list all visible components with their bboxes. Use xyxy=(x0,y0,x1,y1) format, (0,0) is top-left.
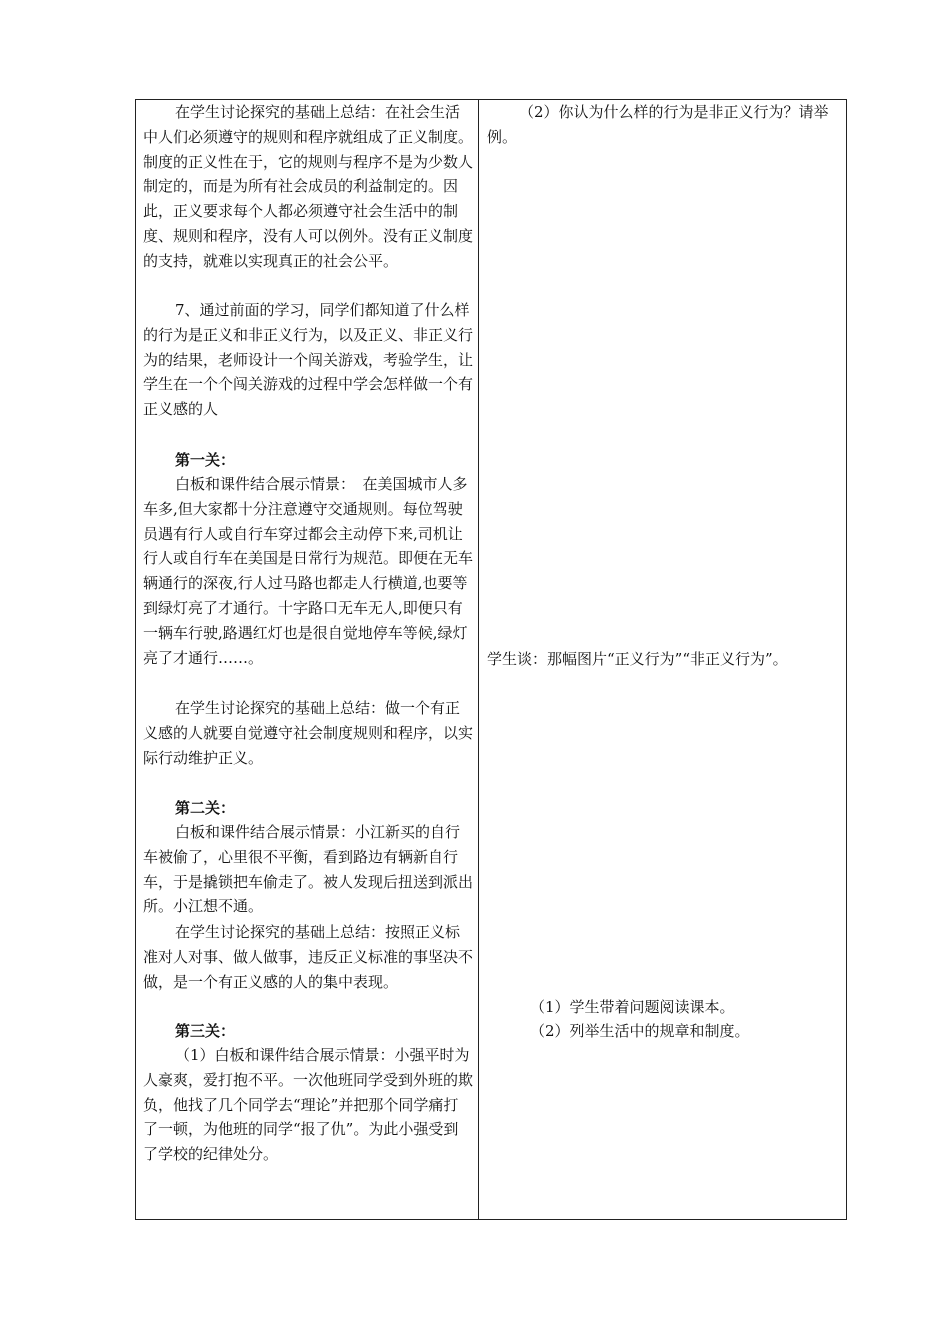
question-2: （2）你认为什么样的行为是非正义行为？请举例。 xyxy=(487,103,829,146)
level-3-title: 第三关： xyxy=(175,1022,236,1040)
level-2-summary: 在学生讨论探究的基础上总结：按照正义标准对人对事、做人做事，违反正义标准的事坚决不做，是一个有正义感的人的集中表现。 xyxy=(143,923,474,991)
level-2-title: 第二关： xyxy=(175,799,236,817)
summary-paragraph-1: 在学生讨论探究的基础上总结：在社会生活中人们必须遵守的规则和程序就组成了正义制度。制度的正义性在于，它的规则与程序不是为少数人制定的，而是为所有社会成员的利益制定的。因此，正义要求每个人都必须遵守社会生活中的制度、规则和程序，没有人可以例外。没有正义制度的支持，就难以实现真正的社会公平。 xyxy=(143,103,474,270)
level-1-summary: 在学生讨论探究的基础上总结：做一个有正义感的人就要自觉遵守社会制度规则和程序，以实际行动维护正义。 xyxy=(143,699,474,767)
column-divider xyxy=(478,99,479,1220)
level-3-scene: （1）白板和课件结合展示情景：小强平时为人豪爽，爱打抱不平。一次他班同学受到外班的欺负，他找了几个同学去“理论”并把那个同学痛打了一顿，为他班的同学“报了仇”。为此小强受到了学校的纪律处分。 xyxy=(143,1046,474,1164)
item-7-paragraph: 7、通过前面的学习，同学们都知道了什么样的行为是正义和非正义行为，以及正义、非正义行为的结果，老师设计一个闯关游戏，考验学生，让学生在一个个闯关游戏的过程中学会怎样做一个有正义感的人 xyxy=(143,301,474,419)
level-1-title: 第一关： xyxy=(175,451,236,469)
student-talk: 学生谈：那幅图片“正义行为”“非正义行为”。 xyxy=(487,650,788,668)
level-1-scene: 白板和课件结合展示情景： 在美国城市人多车多,但大家都十分注意遵守交通规则。每位驾驶员遇有行人或自行车穿过都会主动停下来,司机让行人或自行车在美国是日常行为规范。即便在无车辆通行的深夜,行人过马路也都走人行横道,也要等到绿灯亮了才通行。十字路口无车无人,即便只有一辆车行驶,路遇红灯也是很自觉地停车等候,绿灯亮了才通行……。 xyxy=(143,475,474,667)
activity-1: （1）学生带着问题阅读课本。 xyxy=(530,998,735,1016)
level-2-scene: 白板和课件结合展示情景：小江新买的自行车被偷了，心里很不平衡，看到路边有辆新自行车，于是撬锁把车偷走了。被人发现后扭送到派出所。小江想不通。 xyxy=(143,823,474,916)
activity-2: （2）列举生活中的规章和制度。 xyxy=(530,1022,750,1040)
